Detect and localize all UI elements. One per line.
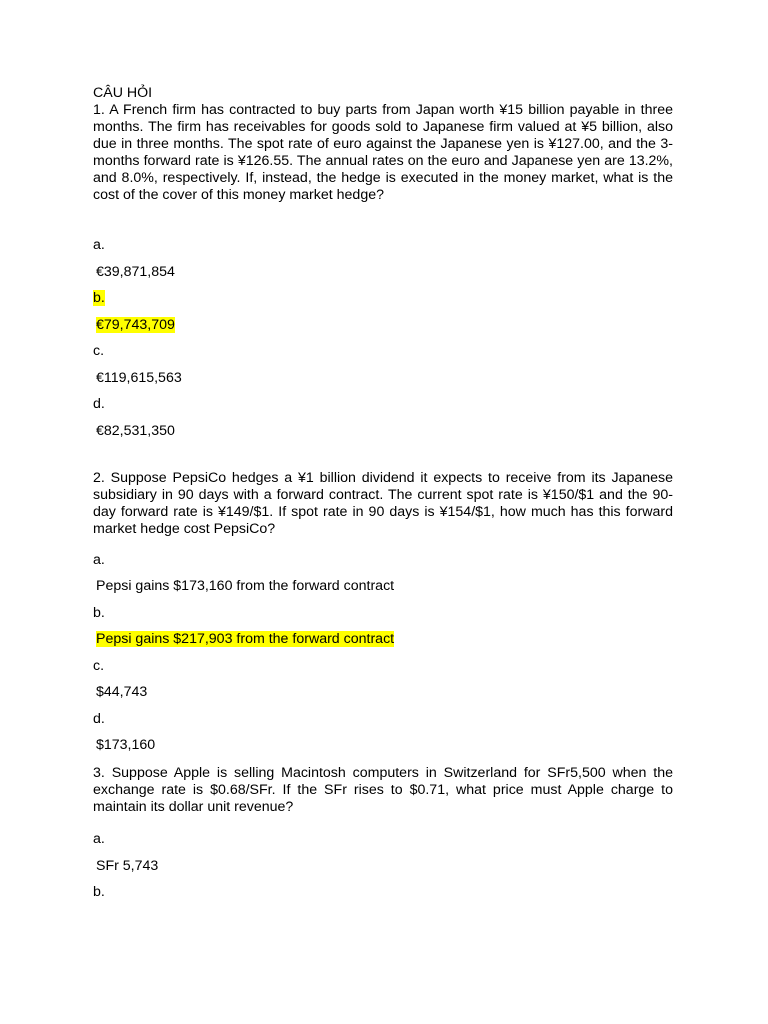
- highlight-mark: b.: [93, 290, 105, 306]
- option-letter-a: a.: [93, 551, 105, 568]
- options-list: [93, 831, 673, 901]
- option-letter-b: [93, 290, 673, 307]
- highlight-mark: Pepsi gains $217,903 from the forward contract: [96, 631, 395, 647]
- option-letter-c: c.: [93, 657, 105, 674]
- question-2: [93, 470, 673, 755]
- option-value-b: [93, 317, 673, 334]
- option-value-c: $44,743: [96, 684, 148, 700]
- options-list: [93, 552, 673, 755]
- question-text: 1. A French firm has contracted to buy parts from Japan worth ¥15 billion payable in three months. The firm has receivables for goods sold to Japanese firm valued at ¥5 billion, also due in three months. The spot rate of euro against the Japanese yen is ¥127.00, and the 3-months forward rate is ¥126.55. The annual rates on the euro and Japanese yen are 13.2%, and 8.0%, respectively. If, instead, the hedge is executed in the money market, what is the cost of the cover of this money market hedge?: [93, 102, 673, 203]
- option-value-b: [93, 631, 673, 648]
- option-letter-d: d.: [93, 710, 105, 727]
- question-1: [93, 102, 673, 440]
- option-letter-a: a.: [93, 237, 105, 253]
- option-value-d: $173,160: [96, 737, 156, 753]
- page-heading: CÂU HỎI: [93, 85, 153, 101]
- question-text: 3. Suppose Apple is selling Macintosh computers in Switzerland for SFr5,500 when the exchange rate is $0.68/SFr. If the SFr rises to $0.71, what price must Apple charge to maintain its dollar unit revenue?: [93, 765, 673, 815]
- option-letter-c: c.: [93, 343, 105, 359]
- question-3: [93, 765, 673, 901]
- option-value-a: SFr 5,743: [96, 857, 159, 874]
- option-value-a: Pepsi gains $173,160 from the forward contract: [96, 578, 395, 594]
- option-value-a: €39,871,854: [96, 263, 175, 280]
- highlight-mark: €79,743,709: [96, 316, 175, 333]
- document-page: [93, 85, 673, 901]
- question-text: 2. Suppose PepsiCo hedges a ¥1 billion dividend it expects to receive from its Japanese subsidiary in 90 days with a forward contract. The current spot rate is ¥150/$1 and the 90-day forward rate is ¥149/$1. If spot rate in 90 days is ¥154/$1, how much has this forward market hedge cost PepsiCo?: [93, 469, 673, 537]
- option-letter-d: d.: [93, 396, 105, 412]
- option-letter-b: b.: [93, 604, 105, 621]
- option-value-c: €119,615,563: [96, 369, 182, 386]
- option-letter-a: a.: [93, 831, 105, 847]
- option-value-d: €82,531,350: [96, 422, 175, 439]
- option-letter-b: b.: [93, 884, 105, 900]
- options-list: [93, 237, 673, 440]
